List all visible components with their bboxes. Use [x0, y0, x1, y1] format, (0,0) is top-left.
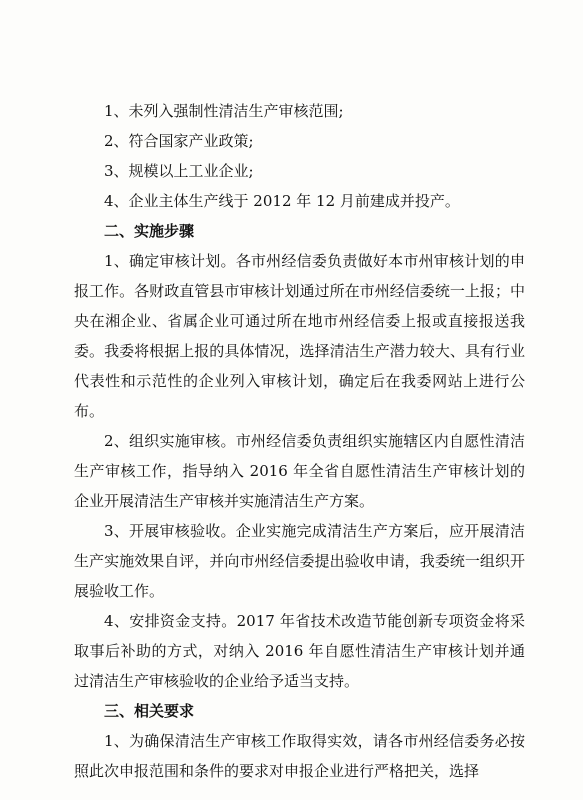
condition-item-3: 3、规模以上工业企业; [104, 162, 254, 180]
step-paragraph-1: 1、确定审核计划。各市州经信委负责做好本市州审核计划的申报工作。各财政直管县市审核计划通过所在市州经信委统一上报；中央在湘企业、省属企业可通过所在地市州经信委上报或直接报送我委。我委将根据上报的具体情况，选择清洁生产潜力较大、具有行业代表性和示范性的企业列入审核计划，确定后在我委网站上进行公布。 [74, 252, 525, 420]
requirement-paragraph-1: 1、为确保清洁生产审核工作取得实效，请各市州经信委务必按照此次申报范围和条件的要求对申报企业进行严格把关，选择 [74, 732, 525, 780]
condition-item-1: 1、未列入强制性清洁生产审核范围; [104, 102, 344, 120]
step-paragraph-3: 3、开展审核验收。企业实施完成清洁生产方案后，应开展清洁生产实施效果自评，并向市州经信委提出验收申请，我委统一组织开展验收工作。 [74, 522, 525, 600]
condition-item-2: 2、符合国家产业政策; [104, 132, 254, 150]
step-paragraph-2: 2、组织实施审核。市州经信委负责组织实施辖区内自愿性清洁生产审核工作，指导纳入 2016 年全省自愿性清洁生产审核计划的企业开展清洁生产审核并实施清洁生产方案。 [74, 432, 525, 510]
section-heading-requirements: 三、相关要求 [104, 702, 195, 720]
step-paragraph-4: 4、安排资金支持。2017 年省技术改造节能创新专项资金将采取事后补助的方式，对纳入 2016 年自愿性清洁生产审核计划并通过清洁生产审核验收的企业给予适当支持。 [74, 612, 525, 690]
condition-item-4: 4、企业主体生产线于 2012 年 12 月前建成并投产。 [104, 192, 460, 210]
section-heading-steps: 二、实施步骤 [104, 222, 195, 240]
